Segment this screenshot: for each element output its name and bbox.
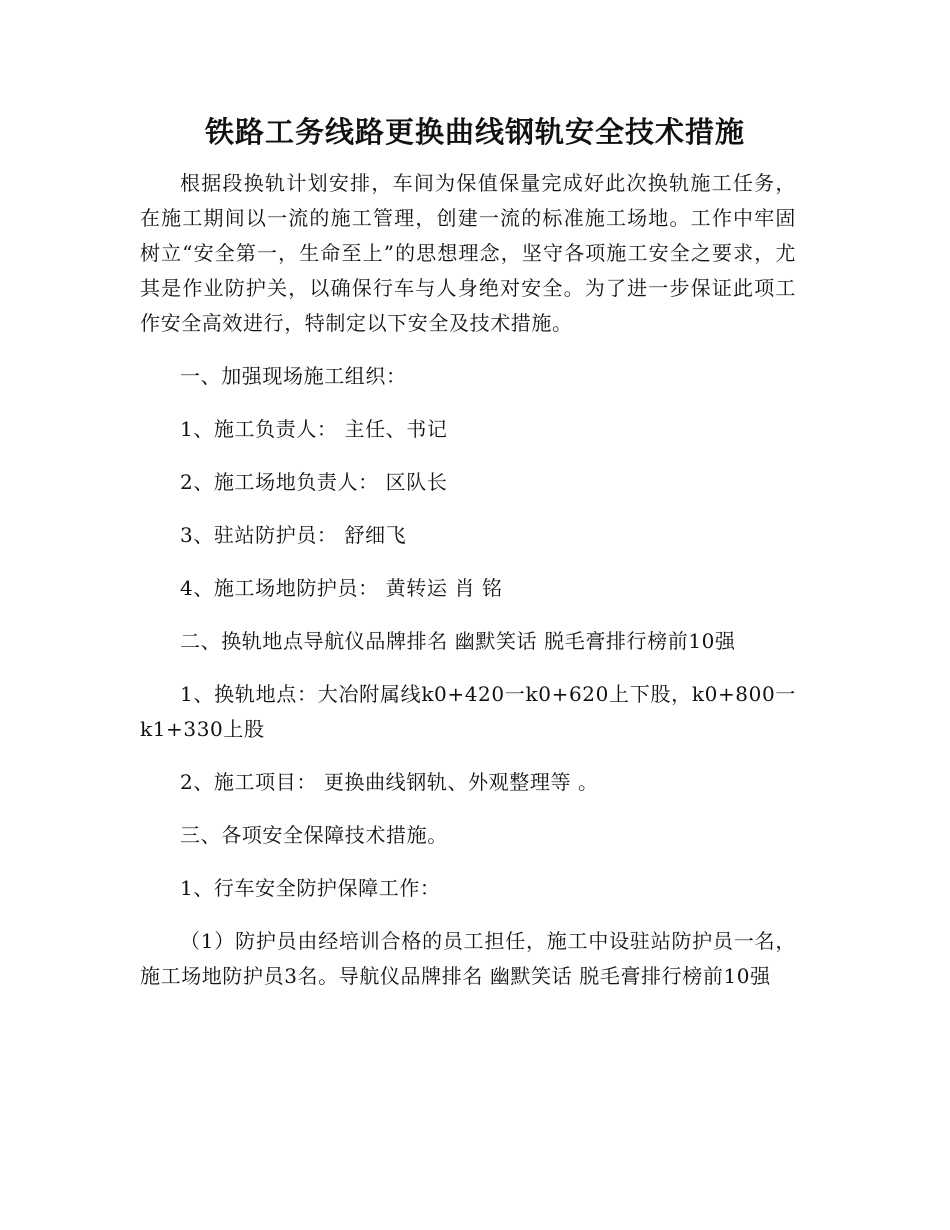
section-heading-1: 一、加强现场施工组织： [180, 364, 407, 388]
list-item: 4、施工场地防护员： 黄转运 肖 铭 [180, 576, 503, 600]
list-item: 2、施工场地负责人： 区队长 [180, 470, 448, 494]
document-title: 铁路工务线路更换曲线钢轨安全技术措施 [204, 115, 745, 149]
list-item: 3、驻站防护员： 舒细飞 [180, 523, 407, 547]
list-item: 1、行车安全防护保障工作： [180, 876, 441, 900]
paragraph-intro: 根据段换轨计划安排，车间为保值保量完成好此次换轨施工任务，在施工期间以一流的施工管理，创建一流的标准施工场地。工作中牢固树立“安全第一，生命至上”的思想理念，坚守各项施工安全之要求，尤其是作业防护关，以确保行车与人身绝对安全。为了进一步保证此项工作安全高效进行，特制定以下安全及技术措施。 [140, 171, 796, 335]
document-body [140, 166, 796, 994]
paragraph-protection: （1）防护员由经培训合格的员工担任，施工中设驻站防护员一名，施工场地防护员3名。导航仪品牌排名 幽默笑话 脱毛膏排行榜前10强 [140, 929, 796, 988]
section-heading-3: 三、各项安全保障技术措施。 [180, 823, 448, 847]
list-item: 1、换轨地点：大冶附属线k0+420一k0+620上下股，k0+800一k1+330上股 [140, 682, 796, 741]
section-heading-2: 二、换轨地点导航仪品牌排名 幽默笑话 脱毛膏排行榜前10强 [180, 629, 736, 653]
list-item: 2、施工项目： 更换曲线钢轨、外观整理等 。 [180, 770, 599, 794]
list-item: 1、施工负责人： 主任、书记 [180, 417, 448, 441]
